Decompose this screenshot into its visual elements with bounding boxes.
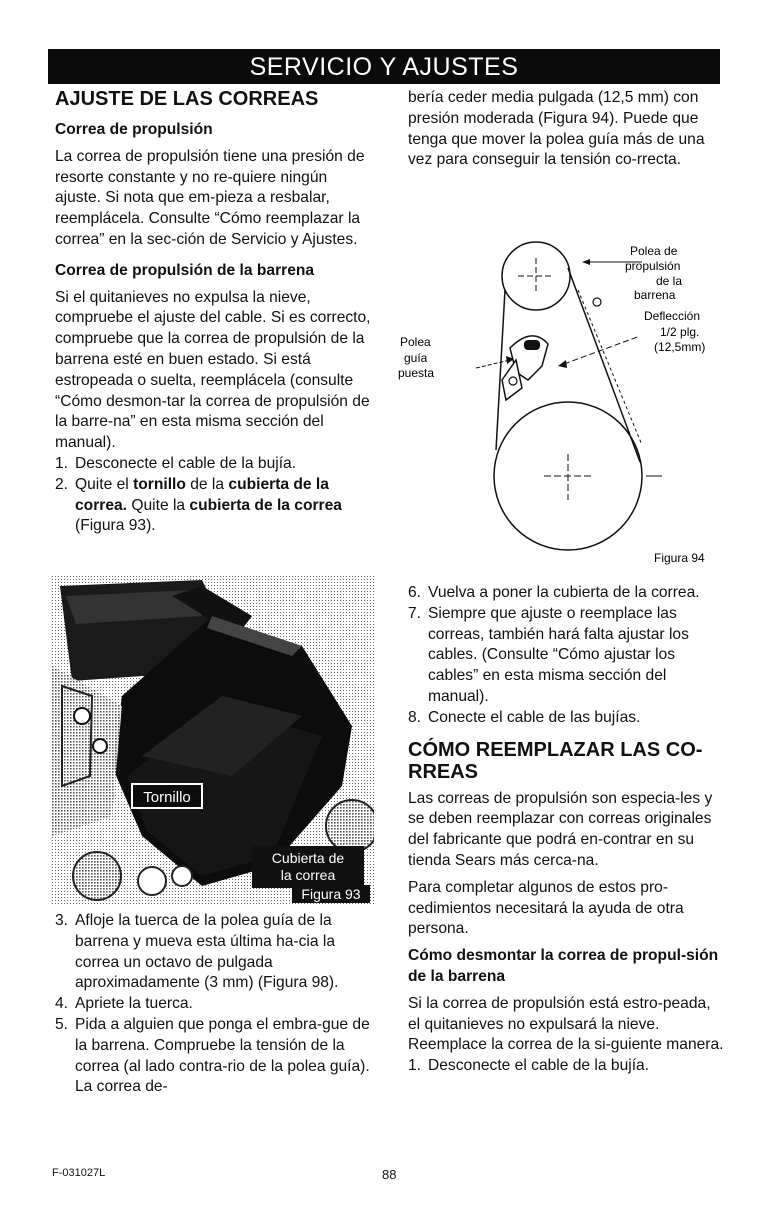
- figure-94-label-deflection-2: 1/2 plg.: [660, 325, 700, 339]
- figure-94-label-auger-pulley-1: Polea de: [630, 244, 678, 258]
- paragraph-continued: bería ceder media pulgada (12,5 mm) con presión moderada (Figura 94). Puede que tenga que mover la polea guía más de una vez para conseguir la tensión co-rrecta.: [408, 89, 705, 169]
- figure-94-label-auger-pulley-4: barrena: [634, 288, 676, 302]
- step-3: [55, 911, 373, 994]
- section-heading-replace-belts: CÓMO REEMPLAZAR LAS CO-RREAS: [408, 738, 703, 783]
- section-heading: AJUSTE DE LAS CORREAS: [55, 88, 319, 110]
- step-1: [55, 454, 373, 475]
- paragraph-help-needed: Para completar algunos de estos pro-cedimientos necesitará la ayuda de otra persona.: [408, 878, 684, 938]
- figure-93-caption: Figura 93: [301, 886, 361, 902]
- figure-93-label-cover-line2: la correa: [280, 867, 336, 883]
- section-banner: SERVICIO Y AJUSTES: [48, 49, 720, 84]
- step-text: Apriete la tuerca.: [75, 995, 193, 1013]
- step-number: 5.: [55, 1015, 69, 1033]
- step-4: [55, 994, 373, 1015]
- step-number: 6.: [408, 584, 422, 601]
- subheading-remove-auger-belt: Cómo desmontar la correa de propul-sión de la barrena: [408, 947, 719, 985]
- paragraph-remove-belt: Si la correa de propulsión está estro-peada, el quitanieves no expulsará la nieve. Reemplace la correa de la si-guiente manera.: [408, 994, 724, 1054]
- step-6: [408, 583, 726, 604]
- step-2: [55, 475, 373, 537]
- figure-94-label-idler-3: puesta: [398, 366, 435, 380]
- step-text: Desconecte el cable de la bujía.: [75, 454, 297, 472]
- figure-94-label-deflection-3: (12,5mm): [654, 340, 706, 354]
- step-text: Afloje la tuerca de la polea guía de la barrena y mueva esta última ha-cia la correa un octavo de pulgada aproximadamente (3 mm) (Figura 98).: [75, 912, 339, 992]
- figure-94-label-idler-2: guía: [404, 351, 428, 365]
- figure-94-label-idler-1: Polea: [400, 335, 431, 349]
- step-text: Pida a alguien que ponga el embra-gue de la barrena. Compruebe la tensión de la correa (al lado contra-rio de la polea guía). La correa de-: [75, 1015, 370, 1096]
- paragraph-belts-special: Las correas de propulsión son especia-les y se deben reemplazar con correas originales del fabricante que podrá en-contrar en su tienda Sears más cerca-na.: [408, 789, 713, 869]
- step-text: Desconecte el cable de la bujía.: [428, 1057, 650, 1075]
- step-number: 1.: [408, 1057, 422, 1075]
- figure-94-label-auger-pulley-2: propulsión: [625, 259, 681, 273]
- right-column: [408, 88, 726, 171]
- step-1-remove: [408, 1056, 726, 1077]
- paragraph-propulsion-belt: La correa de propulsión tiene una presión de resorte constante y no re-quiere ningún ajuste. Si nota que em-pieza a resbalar, reemplácela. Consulte “Cómo reemplazar la correa” en la sec-ción de Servicio y Ajustes.: [55, 147, 365, 248]
- subheading-auger-belt: Correa de propulsión de la barrena: [55, 261, 315, 279]
- step-number: 2.: [55, 475, 69, 493]
- step-number: 7.: [408, 604, 422, 622]
- step-number: 8.: [408, 708, 422, 726]
- left-column-continued: [55, 911, 373, 1098]
- step-number: 1.: [55, 454, 69, 472]
- figure-93-label-screw: Tornillo: [143, 789, 191, 806]
- step-number: 3.: [55, 912, 69, 929]
- step-text: Quite el tornillo de la cubierta de la correa. Quite la cubierta de la correa (Figura 93).: [75, 475, 342, 535]
- figure-93-label-cover-line1: Cubierta de: [271, 850, 345, 866]
- figure-94-label-auger-pulley-3: de la: [656, 274, 683, 288]
- right-column-continued: [408, 583, 726, 1077]
- figure-93-belt-cover-illustration: [52, 576, 374, 904]
- step-8: [408, 708, 726, 729]
- page-number: 88: [382, 1167, 397, 1182]
- step-number: 4.: [55, 995, 69, 1013]
- figure-94-belt-deflection-diagram: [392, 240, 738, 570]
- step-text: Conecte el cable de las bujías.: [428, 708, 641, 726]
- subheading-propulsion-belt: Correa de propulsión: [55, 121, 213, 138]
- step-7: [408, 604, 726, 708]
- figure-94-caption: Figura 94: [654, 551, 705, 565]
- step-5: [55, 1015, 373, 1098]
- paragraph-auger-belt: Si el quitanieves no expulsa la nieve, compruebe el ajuste del cable. Si es correcto, compruebe que la correa de propulsión de la barrena esté en buen estado. Si está estropeada o suelta, reemplácela (consulte “Cómo desmon-tar la correa de propulsión de la barre-na” en esta misma sección del manual).: [55, 288, 371, 452]
- left-column: [55, 88, 373, 537]
- figure-94-label-deflection-1: Deflección: [644, 309, 701, 323]
- document-code: F-031027L: [52, 1167, 106, 1179]
- step-text: Vuelva a poner la cubierta de la correa.: [428, 584, 700, 601]
- step-text: Siempre que ajuste o reemplace las correas, también hará falta ajustar los cables. (Consulte “Cómo ajustar los cables” en esta misma sección del manual).: [428, 604, 689, 705]
